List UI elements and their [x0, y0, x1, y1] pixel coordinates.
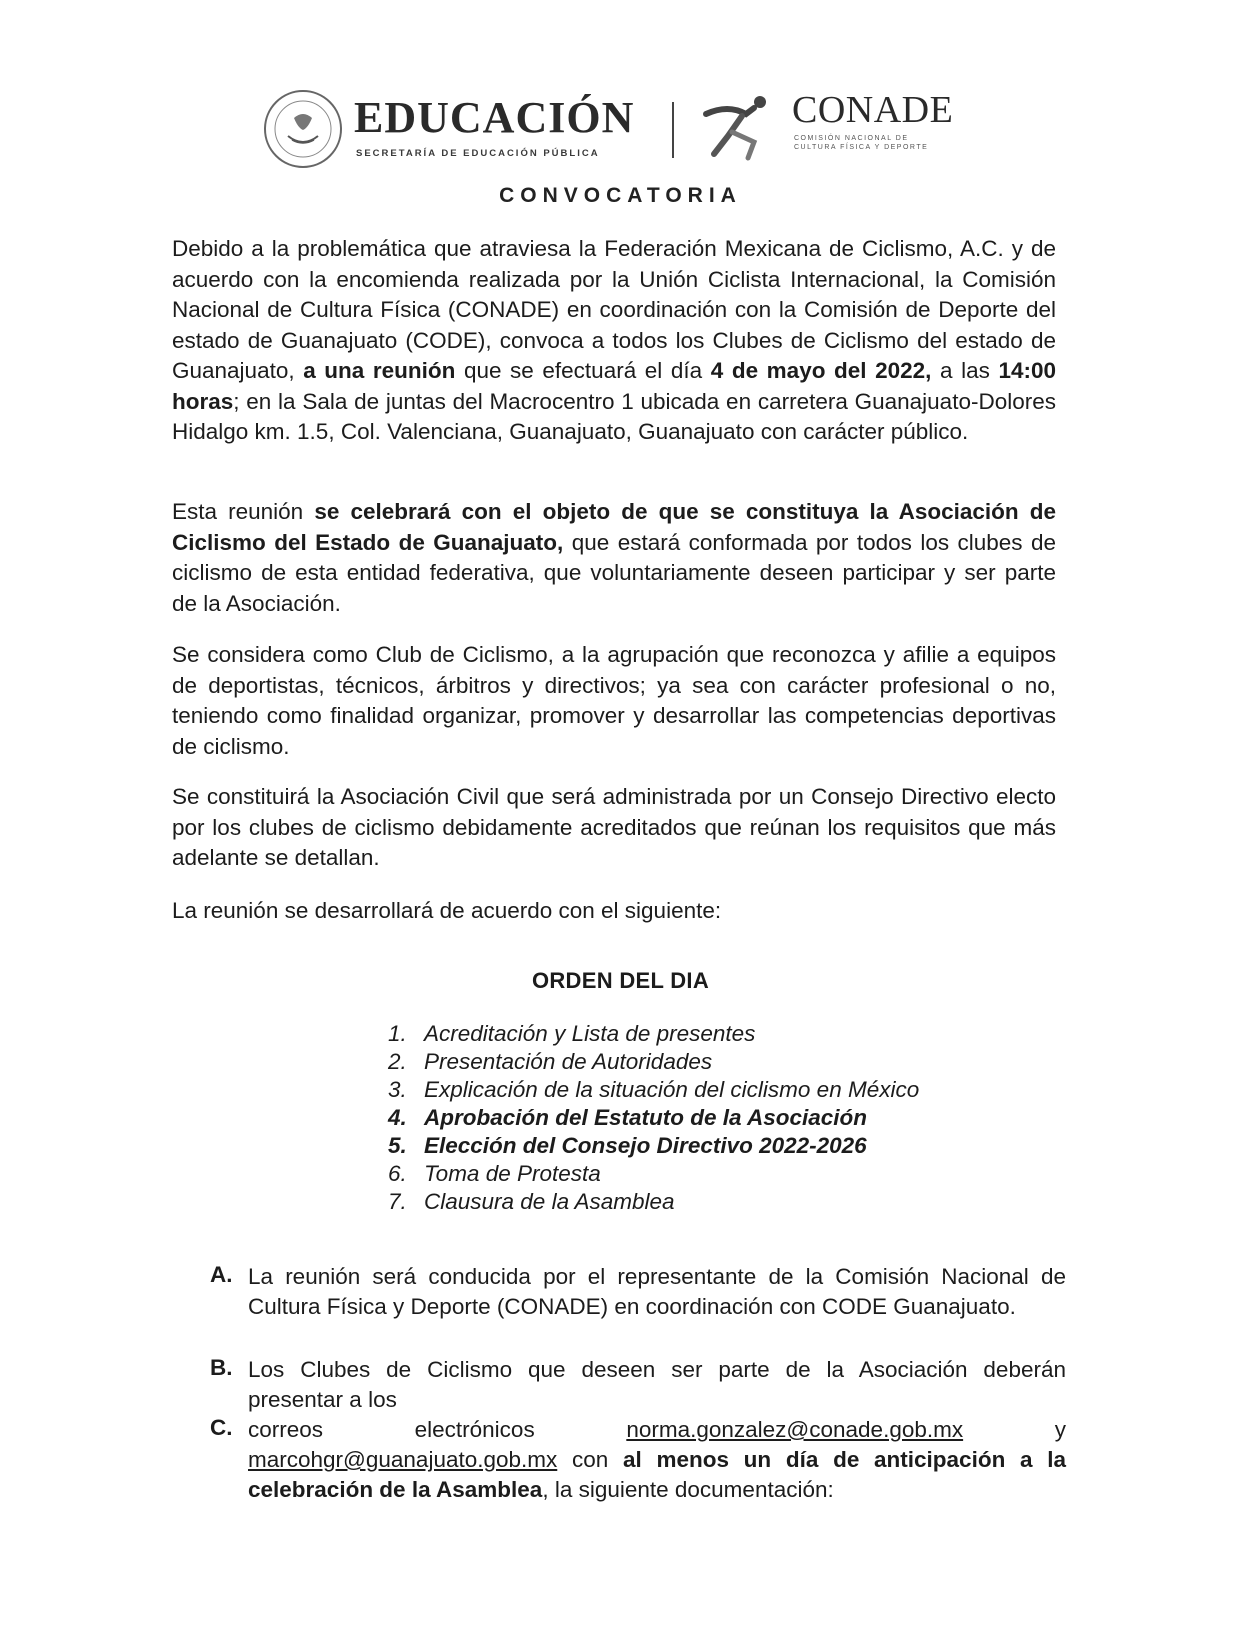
item-b-line-1: Los Clubes de Ciclismo que deseen ser parte de la Asociación deberán	[248, 1357, 1066, 1382]
item-b-line-2: presentar a los	[248, 1387, 397, 1412]
agenda-item	[388, 1020, 919, 1048]
edu-subtitle: SECRETARÍA DE EDUCACIÓN PÚBLICA	[356, 148, 600, 159]
item-letter: C.	[210, 1415, 233, 1440]
agenda-number: 7.	[388, 1189, 407, 1214]
item-c-word: y	[1054, 1417, 1066, 1442]
agenda-number: 6.	[388, 1161, 407, 1186]
agenda-item	[388, 1048, 919, 1076]
document-title: CONVOCATORIA	[499, 184, 742, 207]
logo-divider	[672, 102, 674, 158]
agenda-text: Toma de Protesta	[424, 1161, 601, 1186]
paragraph-3: Se considera como Club de Ciclismo, a la agrupación que reconozca y afilie a equipos de deportistas, técnicos, árbitros y directivos; ya sea con carácter profesional o no, teniendo como finalidad organizar, promover y desarrollar las competencias deportivas de ciclismo.	[172, 642, 1056, 759]
paragraph-1	[172, 234, 1056, 448]
p2-text: que estará conformada por todos los clubes de ciclismo de esta entidad federativa, que voluntariamente deseen participar y ser parte de la Asociación.	[172, 529, 1057, 616]
agenda-number: 1.	[388, 1021, 407, 1046]
p1-text: ; en la Sala de juntas del Macrocentro 1 ubicada en carretera Guanajuato-Dolores Hidalgo km. 1.5, Col. Valenciana, Guanajuato, Guanajuato con carácter público.	[172, 388, 1056, 444]
conade-subtitle-line-2: CULTURA FÍSICA Y DEPORTE	[794, 144, 929, 151]
agenda-text: Aprobación del Estatuto de la Asociación	[424, 1105, 867, 1130]
item-c-word: electrónicos	[414, 1417, 535, 1442]
letterhead	[262, 88, 982, 168]
agenda-item	[388, 1160, 919, 1188]
edu-title: EDUCACIÓN	[354, 93, 635, 142]
p1-text: Debido a la problemática que atraviesa la Federación Mexicana de Ciclismo, A.C. y de acuerdo con la encomienda realizada por la Unión Ciclista Internacional, la Comisión Nacional de Cultura Física (CONADE) en coordinación con la Comisión de Deporte del estado de Guanajuato (CODE), convoca a todos los Clubes de Ciclismo del estado de Guanajuato,	[172, 236, 1056, 383]
item-c-line-1	[248, 1415, 1066, 1445]
agenda-number: 3.	[388, 1077, 407, 1102]
item-c-text: con	[557, 1447, 623, 1472]
item-c-text: , la siguiente documentación:	[542, 1477, 834, 1502]
agenda-text: Clausura de la Asamblea	[424, 1189, 675, 1214]
item-letter: B.	[210, 1355, 233, 1380]
p1-bold-time: 14:00 horas	[172, 358, 1056, 414]
paragraph-2	[172, 497, 1056, 619]
mexico-seal-icon	[262, 88, 344, 170]
agenda-item	[388, 1188, 919, 1216]
item-c-bold: al menos un día de anticipación a la celebración de la Asamblea	[248, 1447, 1067, 1502]
agenda-item	[388, 1132, 919, 1160]
email-link-conade[interactable]: norma.gonzalez@conade.gob.mx	[626, 1417, 964, 1442]
p1-text: que se efectuará el día	[455, 358, 711, 383]
item-text: La reunión será conducida por el representante de la Comisión Nacional de Cultura Física y Deporte (CONADE) en coordinación con CODE Guanajuato.	[248, 1264, 1066, 1319]
p2-text: Esta reunión	[172, 499, 315, 524]
agenda-list	[388, 1020, 919, 1216]
p1-bold: a una reunión	[303, 358, 456, 383]
conade-runner-icon	[698, 92, 788, 162]
item-text	[248, 1415, 1066, 1505]
conade-subtitle	[794, 134, 964, 152]
agenda-number: 4.	[388, 1105, 407, 1130]
conade-subtitle-line-1: COMISIÓN NACIONAL DE	[794, 135, 909, 142]
paragraph-5: La reunión se desarrollará de acuerdo con el siguiente:	[172, 898, 722, 923]
p1-text: a las	[931, 358, 999, 383]
item-c-word: correos	[248, 1417, 324, 1442]
agenda-number: 2.	[388, 1049, 407, 1074]
item-letter: A.	[210, 1262, 233, 1287]
agenda-item	[388, 1104, 919, 1132]
agenda-item	[388, 1076, 919, 1104]
agenda-text: Acreditación y Lista de presentes	[424, 1021, 756, 1046]
item-c-rest	[248, 1445, 1066, 1505]
conade-title: CONADE	[792, 89, 954, 131]
agenda-title: ORDEN DEL DIA	[531, 968, 710, 993]
agenda-text: Elección del Consejo Directivo 2022-2026	[424, 1133, 867, 1158]
agenda-number: 5.	[388, 1133, 407, 1158]
p1-bold-date: 4 de mayo del 2022,	[710, 358, 932, 383]
email-link-guanajuato[interactable]: marcohgr@guanajuato.gob.mx	[248, 1447, 558, 1472]
item-text	[248, 1355, 1066, 1415]
p2-bold: se celebrará con el objeto de que se constituya la Asociación de Ciclismo del Estado de Guanajuato,	[172, 499, 1056, 555]
paragraph-4: Se constituirá la Asociación Civil que será administrada por un Consejo Directivo electo por los clubes de ciclismo debidamente acreditados que reúnan los requisitos que más adelante se detallan.	[172, 784, 1056, 870]
agenda-text: Presentación de Autoridades	[424, 1049, 713, 1074]
agenda-text: Explicación de la situación del ciclismo en México	[424, 1077, 920, 1102]
